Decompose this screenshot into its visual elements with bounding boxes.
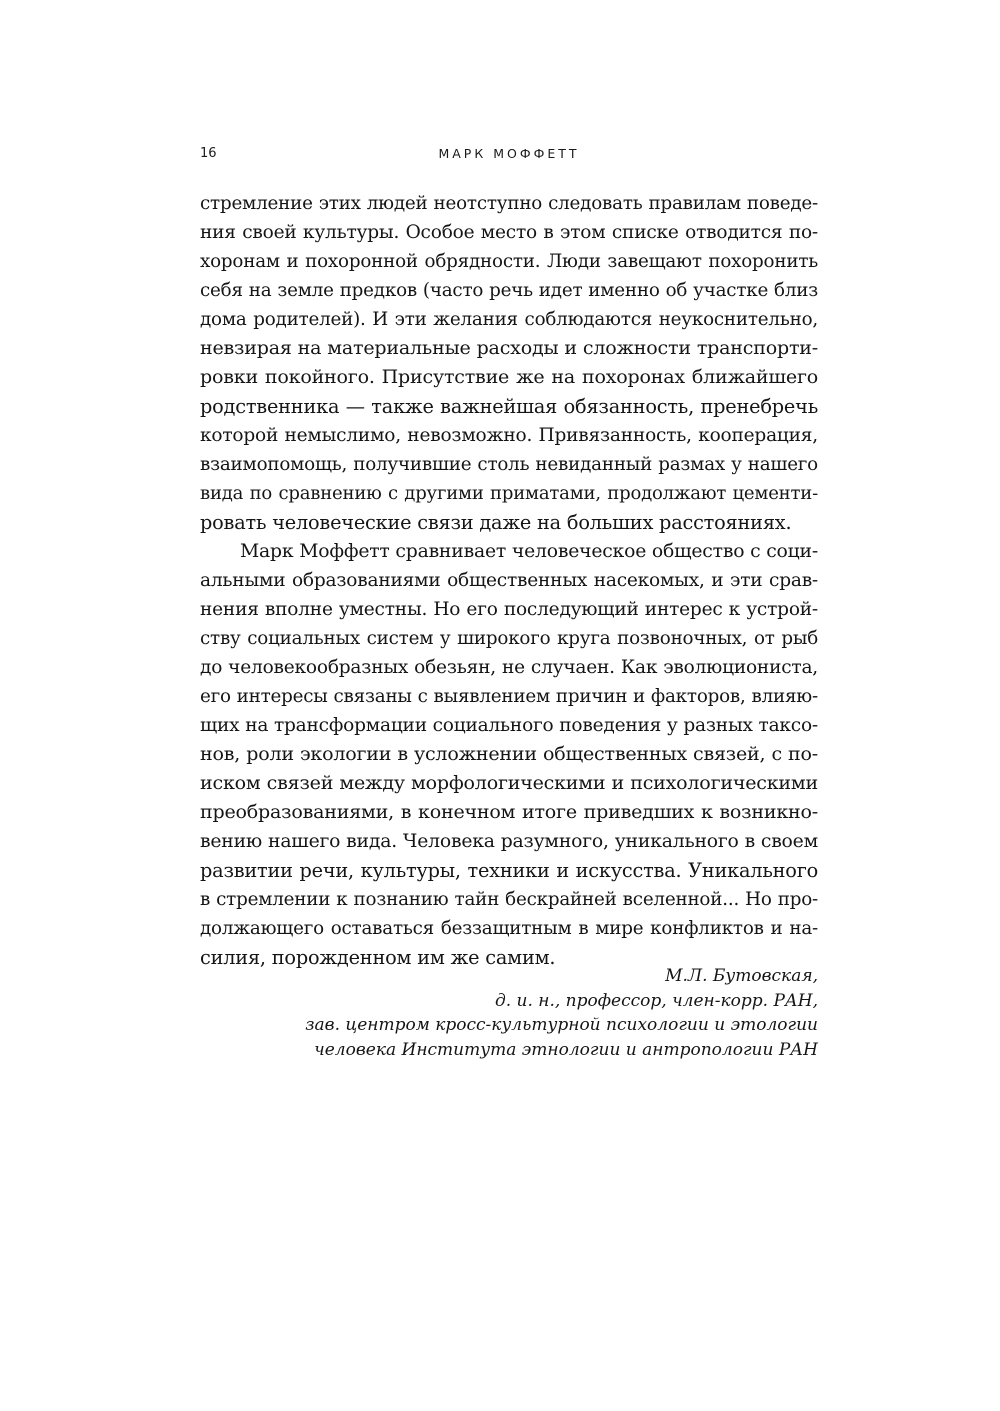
- signature-degree: д. и. н., профессор, член-корр. РАН,: [494, 990, 818, 1011]
- text-line: нения вполне уместны. Но его последующий интерес к устрой-: [200, 599, 818, 620]
- text-line: ству социальных систем у широкого круга позвоночных, от рыб: [200, 628, 818, 649]
- text-line: которой немыслимо, невозможно. Привязанность, кооперация,: [200, 425, 818, 446]
- running-head: [200, 146, 818, 168]
- text-line: иском связей между морфологическими и психологическими: [200, 772, 818, 794]
- text-line: его интересы связаны с выявлением причин и факторов, влияю-: [200, 686, 818, 707]
- text-line: в стремлении к познанию тайн бескрайней вселенной... Но про-: [200, 889, 818, 910]
- text-line: взаимопомощь, получившие столь невиданный размах у нашего: [200, 454, 818, 475]
- text-line: развитии речи, культуры, техники и искусства. Уникального: [200, 859, 818, 882]
- author-signature: [200, 964, 818, 1062]
- text-line: невзирая на материальные расходы и сложности транспорти-: [200, 337, 818, 359]
- text-line: силия, порожденном им же самим.: [200, 946, 556, 969]
- text-line: должающего оставаться беззащитным в мире конфликтов и на-: [200, 918, 818, 939]
- text-line: нов, роли экологии в усложнении общественных связей, с по-: [200, 743, 818, 765]
- paragraph: [200, 189, 818, 537]
- signature-position: человека Института этнологии и антропологии РАН: [314, 1039, 818, 1060]
- text-line: альными образованиями общественных насекомых, и эти срав-: [200, 570, 818, 591]
- text-line: щих на трансформации социального поведения у разных таксо-: [200, 715, 818, 736]
- page-number: 16: [200, 146, 217, 161]
- text-line: дома родителей). И эти желания соблюдаются неукоснительно,: [200, 309, 818, 330]
- signature-position: зав. центром кросс-культурной психологии и этологии: [305, 1015, 818, 1035]
- text-line: хоронам и похоронной обрядности. Люди завещают похоронить: [200, 251, 818, 272]
- text-line: преобразованиями, в конечном итоге приведших к возникно-: [200, 801, 818, 823]
- body-text: [200, 189, 818, 972]
- signature-name: М.Л. Бутовская,: [665, 966, 818, 986]
- text-line: ния своей культуры. Особое место в этом списке отводится по-: [200, 222, 818, 243]
- text-line: Марк Моффетт сравнивает человеческое общество с соци-: [240, 541, 818, 562]
- running-title: МАРК МОФФЕТТ: [438, 146, 580, 161]
- text-line: родственника — также важнейшая обязанность, пренебречь: [200, 395, 818, 418]
- text-line: стремление этих людей неотступно следовать правилам поведе-: [200, 193, 818, 214]
- text-line: до человекообразных обезьян, не случаен. Как эволюциониста,: [200, 657, 818, 678]
- text-line: себя на земле предков (часто речь идет именно об участке близ: [200, 280, 818, 301]
- text-line: вида по сравнению с другими приматами, продолжают цементи-: [200, 483, 818, 504]
- text-line: вению нашего вида. Человека разумного, уникального в своем: [200, 831, 818, 852]
- text-line: ровать человеческие связи даже на больших расстояниях.: [200, 511, 792, 534]
- paragraph: [200, 537, 818, 972]
- text-line: ровки покойного. Присутствие же на похоронах ближайшего: [200, 366, 818, 388]
